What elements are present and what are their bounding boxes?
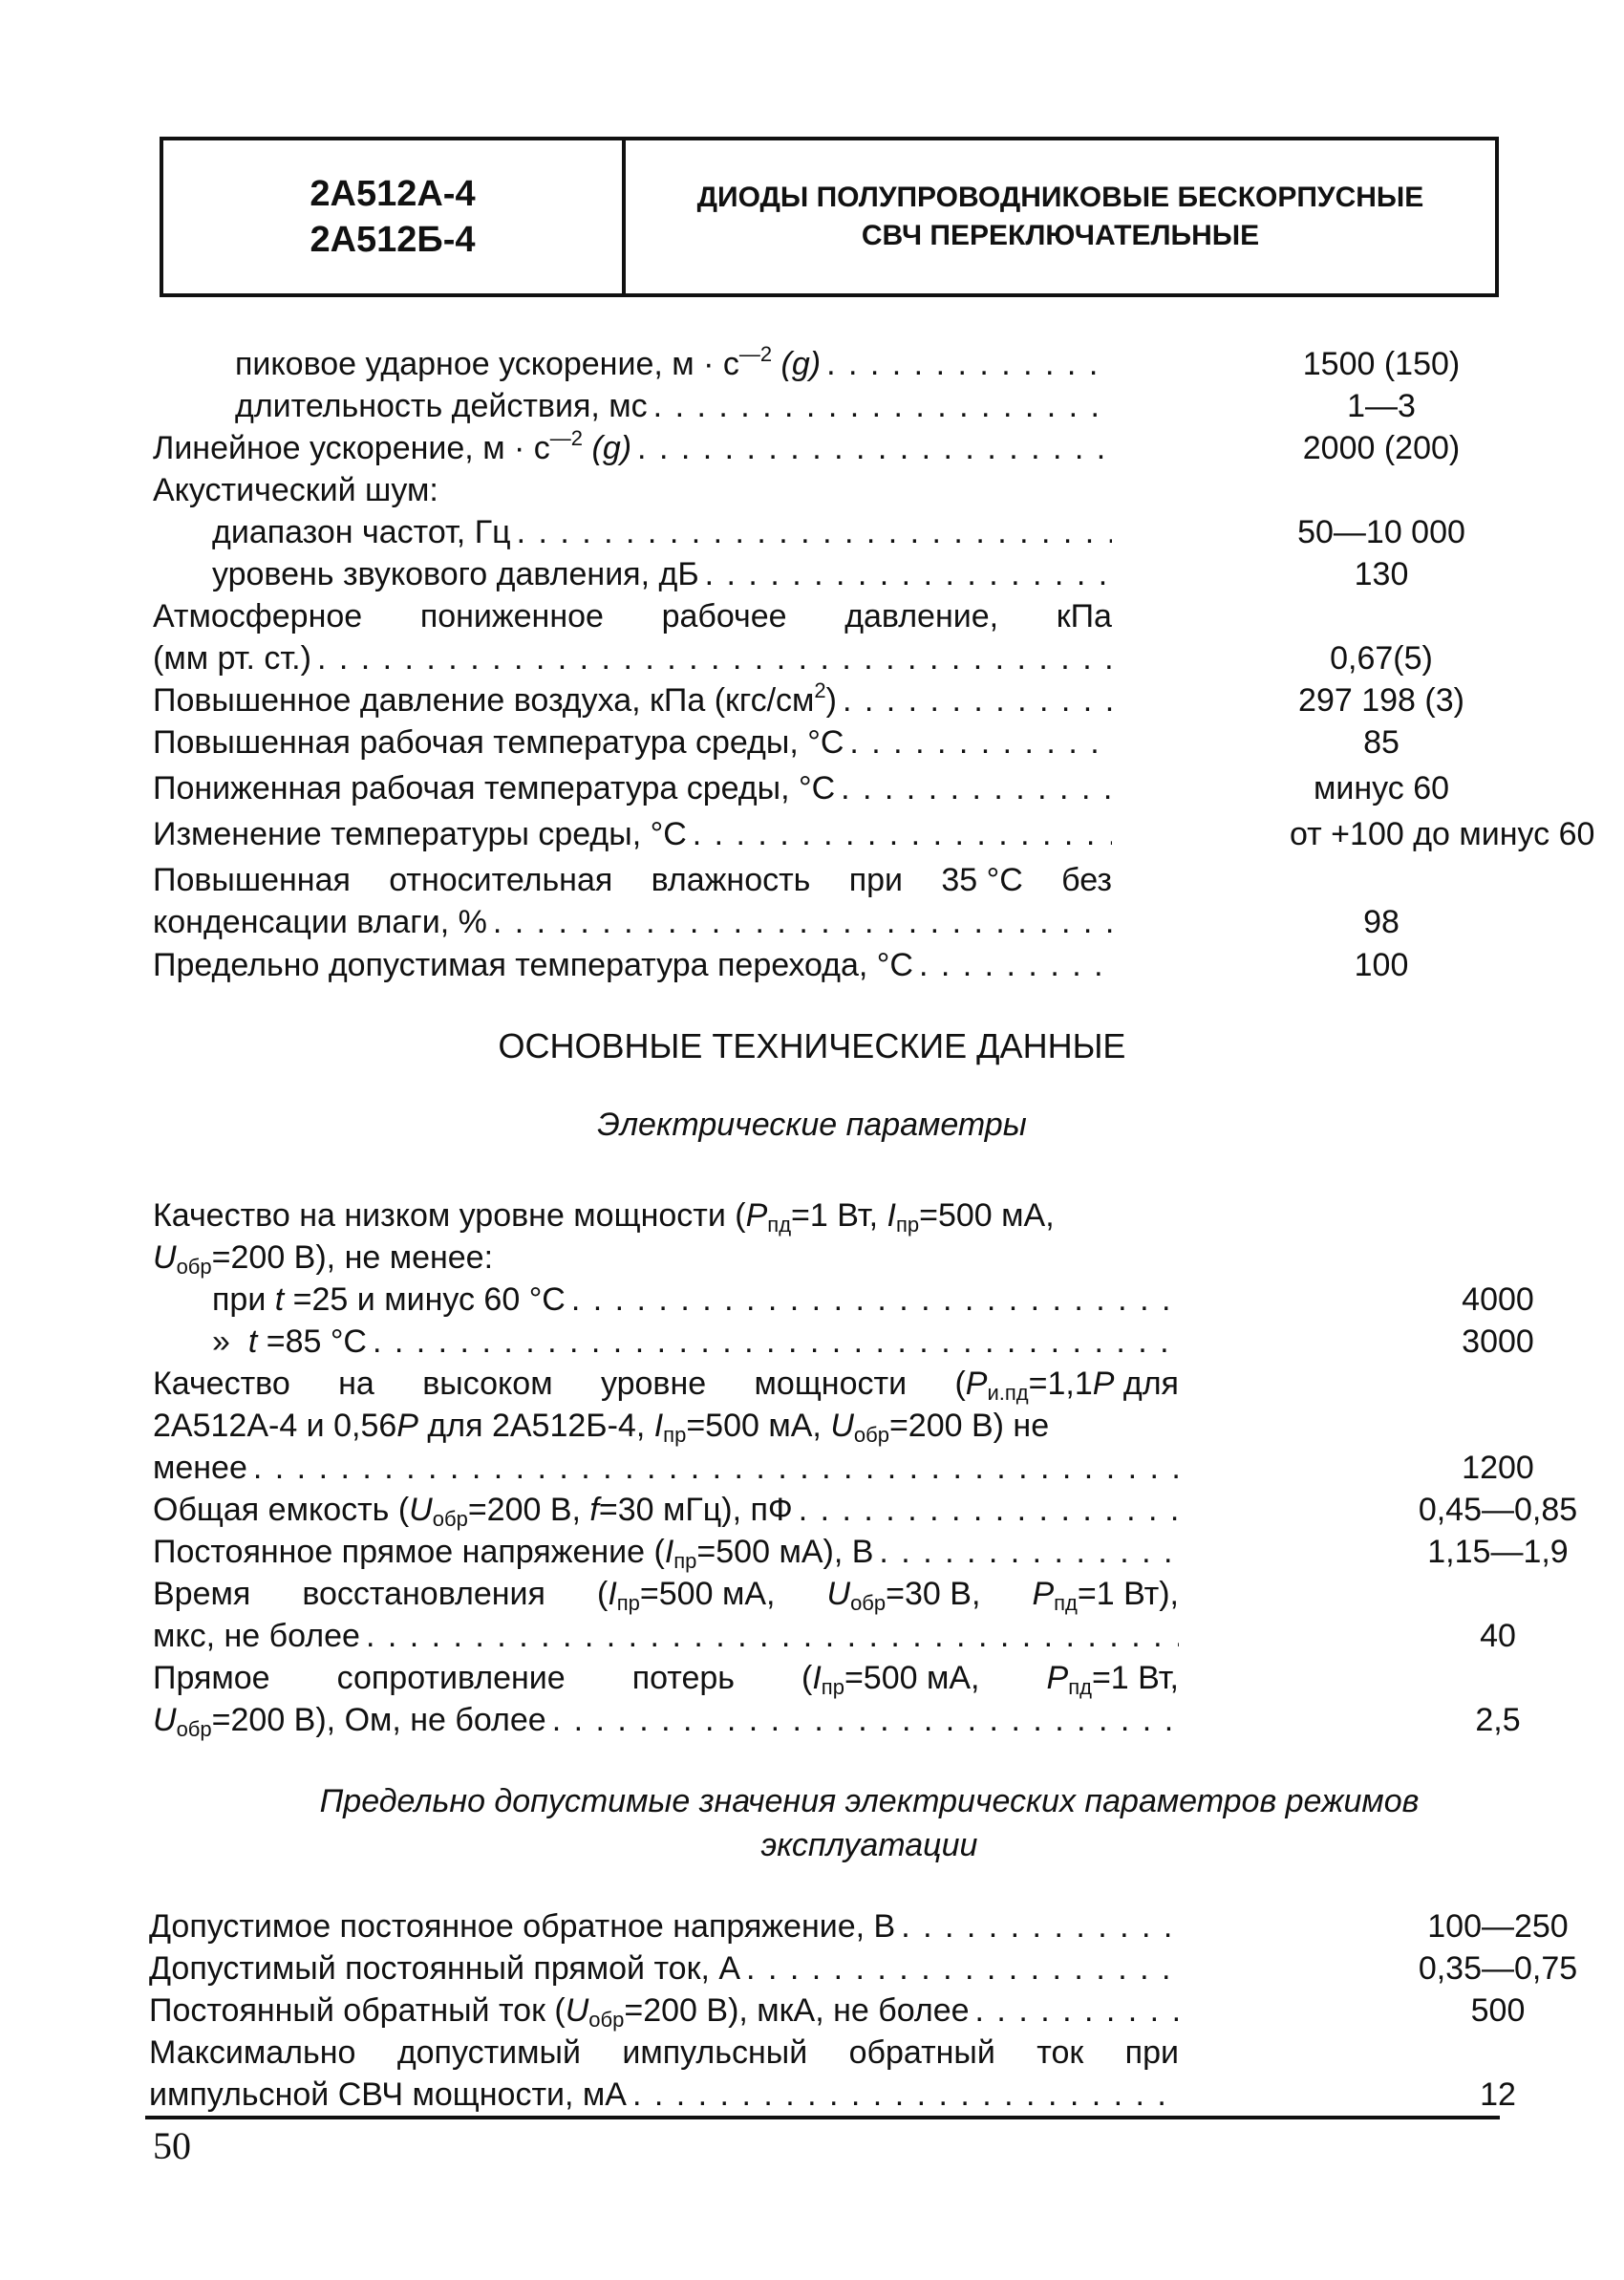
- text: =500 мА,: [686, 1408, 831, 1444]
- spec-exponent: —2: [549, 427, 584, 450]
- subscript: обр: [588, 2008, 625, 2032]
- page-number: 50: [153, 2124, 191, 2167]
- subscript: пд: [1054, 1591, 1078, 1615]
- word: рабочее: [661, 598, 787, 635]
- spec-value: 3000: [1462, 1323, 1534, 1360]
- dot-leader: [367, 1321, 1179, 1363]
- spec-value: 100: [1354, 947, 1409, 983]
- word-group: $U_{обр}=30$ В,: [826, 1576, 981, 1615]
- dot-leader: [687, 813, 1112, 855]
- word: при: [848, 862, 904, 898]
- spec-value: 297 198 (3): [1298, 682, 1464, 719]
- symbol: P: [1092, 1366, 1115, 1402]
- symbol: P: [1032, 1576, 1055, 1612]
- text: Качество на низком уровне мощности (: [153, 1197, 746, 1234]
- subscript: обр: [850, 1591, 887, 1615]
- subscript: пр: [663, 1423, 687, 1447]
- subscript: обр: [176, 1717, 212, 1741]
- word: Качество: [153, 1366, 290, 1402]
- spec-text-resistance: [153, 1657, 1179, 1699]
- word: потерь: [631, 1660, 735, 1696]
- text: =1 Вт,: [791, 1197, 887, 1234]
- subscript: и.пд: [987, 1381, 1029, 1405]
- symbol: U: [830, 1408, 854, 1444]
- spec-text-pulse-current: [149, 2032, 1179, 2074]
- spec-value: 0,35—0,75: [1418, 1950, 1578, 1987]
- spec-label: Допустимый постоянный прямой ток, А: [149, 1950, 741, 1987]
- model-name-2: 2А512Б-4: [310, 220, 476, 260]
- spec-label: =500 мА), В: [696, 1534, 874, 1570]
- symbol: f: [589, 1492, 599, 1528]
- dot-leader: [837, 679, 1112, 721]
- dot-leader: [631, 427, 1112, 469]
- spec-value: 1,15—1,9: [1427, 1534, 1569, 1570]
- word: Прямое: [153, 1660, 270, 1696]
- dot-leader: [895, 1905, 1179, 1947]
- word-group: ($I_{пр}=500$ мА,: [801, 1660, 980, 1699]
- spec-text-q-high-2: [153, 1405, 1049, 1447]
- spec-label: при: [212, 1281, 275, 1318]
- subscript: пр: [821, 1675, 844, 1699]
- spec-text-humidity: [153, 859, 1112, 901]
- subscript: пр: [673, 1549, 697, 1573]
- model-block: [163, 140, 626, 293]
- subscript: обр: [853, 1423, 889, 1447]
- text: для 2А512Б-4,: [417, 1408, 654, 1444]
- spec-value: 1500 (150): [1302, 346, 1461, 382]
- spec-exponent: —2: [738, 343, 773, 366]
- word: уровне: [600, 1366, 707, 1402]
- spec-label: =200 В,: [467, 1492, 590, 1528]
- spec-label: Постоянное прямое напряжение (: [153, 1534, 665, 1570]
- spec-value: 85: [1363, 724, 1400, 761]
- spec-label: мкс, не более: [153, 1618, 360, 1654]
- spec-value: 2,5: [1475, 1702, 1521, 1738]
- dot-leader: [311, 637, 1112, 679]
- dot-leader: [821, 343, 1112, 385]
- dot-leader: [360, 1615, 1179, 1657]
- dot-leader: [511, 511, 1112, 553]
- subscript: обр: [432, 1507, 468, 1531]
- spec-label-tail: ): [825, 682, 837, 719]
- symbol: I: [887, 1197, 896, 1234]
- limits-subtitle-1: Предельно допустимые значения электрических параметров режимов: [319, 1783, 1420, 1819]
- subscript: пд: [767, 1213, 792, 1237]
- text: =200 В) не: [888, 1408, 1050, 1444]
- subscript: пр: [895, 1213, 920, 1237]
- spec-value: 4000: [1462, 1281, 1534, 1318]
- spec-value: от +100 до минус 60: [1290, 816, 1595, 852]
- spec-label: Линейное ускорение, м · с: [153, 430, 550, 466]
- word: Атмосферное: [153, 598, 363, 635]
- acoustic-noise-heading: Акустический шум:: [153, 472, 438, 508]
- spec-value: 12: [1480, 2076, 1516, 2113]
- spec-label: =25 и минус 60 °С: [284, 1281, 566, 1318]
- text: =200 В), не менее:: [211, 1239, 494, 1276]
- word: импульсный: [622, 2034, 808, 2071]
- model-name-1: 2А512А-4: [310, 174, 476, 214]
- word: восстановления: [302, 1576, 545, 1612]
- spec-label: Повышенное давление воздуха, кПа (кгс/см: [153, 682, 815, 719]
- symbol: t: [247, 1323, 258, 1360]
- spec-label: =30 мГц), пФ: [598, 1492, 793, 1528]
- text: (: [954, 1366, 966, 1402]
- spec-text-recovery: [153, 1573, 1179, 1615]
- spec-unit: (g): [583, 430, 632, 466]
- spec-text-q-low-1: [153, 1194, 1055, 1237]
- spec-label: =85 °С: [257, 1323, 367, 1360]
- spec-value: 500: [1470, 1992, 1526, 2029]
- word: сопротивление: [336, 1660, 566, 1696]
- dot-leader: [913, 944, 1112, 986]
- spec-label: диапазон частот, Гц: [212, 514, 511, 550]
- word: обратный: [848, 2034, 995, 2071]
- word: мощности: [754, 1366, 908, 1402]
- text: =1,1: [1028, 1366, 1093, 1402]
- dot-leader: [740, 1947, 1179, 1990]
- dot-leader: [627, 2074, 1179, 2116]
- spec-label: конденсации влаги, %: [153, 904, 487, 940]
- spec-text-low-pressure: [153, 595, 1112, 637]
- word: Максимально: [149, 2034, 356, 2071]
- dot-leader: [699, 553, 1112, 595]
- symbol: U: [153, 1239, 177, 1276]
- footer-rule: [145, 2116, 1500, 2119]
- word: без: [1061, 862, 1112, 898]
- spec-value: 98: [1363, 904, 1400, 940]
- spec-label: Пониженная рабочая температура среды, °С: [153, 770, 836, 807]
- symbol: I: [608, 1576, 617, 1612]
- spec-value: 1200: [1462, 1450, 1534, 1486]
- spec-label: =200 В), Ом, не более: [211, 1702, 546, 1738]
- symbol: I: [664, 1534, 674, 1570]
- spec-value: 2000 (200): [1302, 430, 1461, 466]
- symbol: P: [396, 1408, 418, 1444]
- symbol: U: [826, 1576, 851, 1612]
- word: влажность: [651, 862, 811, 898]
- title-line-1: ДИОДЫ ПОЛУПРОВОДНИКОВЫЕ БЕСКОРПУСНЫЕ: [696, 182, 1424, 213]
- word: пониженное: [419, 598, 604, 635]
- spec-value: 1—3: [1347, 388, 1416, 424]
- dot-leader: [247, 1447, 1179, 1489]
- spec-label: (мм рт. ст.): [153, 640, 311, 677]
- subscript: обр: [176, 1255, 212, 1279]
- dot-leader: [793, 1489, 1179, 1531]
- word: на: [338, 1366, 374, 1402]
- word-group: [954, 1363, 1179, 1405]
- symbol: P: [965, 1366, 988, 1402]
- word: ток: [1036, 2034, 1084, 2071]
- dot-leader: [835, 767, 1112, 809]
- section-title: ОСНОВНЫЕ ТЕХНИЧЕСКИЕ ДАННЫЕ: [498, 1026, 1126, 1065]
- electrical-subtitle: Электрические параметры: [597, 1107, 1027, 1143]
- word-group: $P_{пд}=1$ Вт),: [1032, 1576, 1179, 1615]
- word: Повышенная: [153, 862, 351, 898]
- symbol: t: [274, 1281, 285, 1318]
- symbol: U: [409, 1492, 433, 1528]
- spec-value: минус 60: [1313, 770, 1450, 807]
- limits-subtitle-2: эксплуатации: [760, 1827, 978, 1863]
- spec-value: 0,67(5): [1330, 640, 1433, 677]
- dot-leader: [844, 721, 1112, 764]
- word: Время: [153, 1576, 251, 1612]
- word: при: [1124, 2034, 1179, 2071]
- spec-label: импульсной СВЧ мощности, мА: [149, 2076, 627, 2113]
- word: относительная: [389, 862, 613, 898]
- spec-value: 0,45—0,85: [1418, 1492, 1578, 1528]
- text: =500 мА,: [919, 1197, 1055, 1234]
- text: 2А512А-4 и 0,56: [153, 1408, 397, 1444]
- word-group: ($I_{пр}=500$ мА,: [596, 1576, 776, 1615]
- spec-text-q-low-2: [153, 1237, 493, 1279]
- title-block: [626, 140, 1495, 293]
- subscript: пр: [616, 1591, 640, 1615]
- subscript: пд: [1068, 1675, 1092, 1699]
- word: высоком: [422, 1366, 553, 1402]
- dot-leader: [970, 1990, 1179, 2032]
- word: давление,: [844, 598, 999, 635]
- spec-label: Предельно допустимая температура перехода, °С: [153, 947, 913, 983]
- symbol: U: [565, 1992, 589, 2029]
- spec-exponent: 2: [814, 679, 826, 702]
- symbol: U: [153, 1702, 177, 1738]
- title-line-2: СВЧ ПЕРЕКЛЮЧАТЕЛЬНЫЕ: [861, 220, 1260, 251]
- dot-leader: [648, 385, 1112, 427]
- spec-label: Общая емкость (: [153, 1492, 410, 1528]
- spec-unit: (g): [772, 346, 822, 382]
- spec-label: Изменение температуры среды, °С: [153, 816, 687, 852]
- text: для: [1114, 1366, 1179, 1402]
- word: кПа: [1056, 598, 1112, 635]
- spec-label: менее: [153, 1450, 247, 1486]
- spec-label: Допустимое постоянное обратное напряжение, В: [149, 1908, 896, 1945]
- spec-label: уровень звукового давления, дБ: [212, 556, 699, 592]
- word: допустимый: [396, 2034, 581, 2071]
- spec-value: 130: [1354, 556, 1409, 592]
- spec-value: 100—250: [1427, 1908, 1569, 1945]
- spec-label: Постоянный обратный ток (: [149, 1992, 566, 2029]
- spec-label: =200 В), мкА, не более: [624, 1992, 970, 2029]
- spec-label: »: [212, 1323, 248, 1360]
- dot-leader: [487, 901, 1112, 943]
- spec-label: Повышенная рабочая температура среды, °С: [153, 724, 844, 761]
- dot-leader: [546, 1699, 1179, 1741]
- symbol: P: [745, 1197, 768, 1234]
- dot-leader: [873, 1531, 1179, 1573]
- spec-label: длительность действия, мс: [235, 388, 648, 424]
- word: 35 °С: [941, 862, 1023, 898]
- header-box: [160, 137, 1499, 297]
- spec-label: пиковое ударное ускорение, м · с: [235, 346, 739, 382]
- spec-value: 50—10 000: [1297, 514, 1465, 550]
- spec-value: 40: [1480, 1618, 1516, 1654]
- word-group: $P_{пд}=1$ Вт,: [1046, 1660, 1179, 1699]
- symbol: I: [812, 1660, 822, 1696]
- spec-text-q-high-1: [153, 1363, 1179, 1405]
- symbol: I: [653, 1408, 664, 1444]
- dot-leader: [566, 1279, 1179, 1321]
- symbol: P: [1046, 1660, 1069, 1696]
